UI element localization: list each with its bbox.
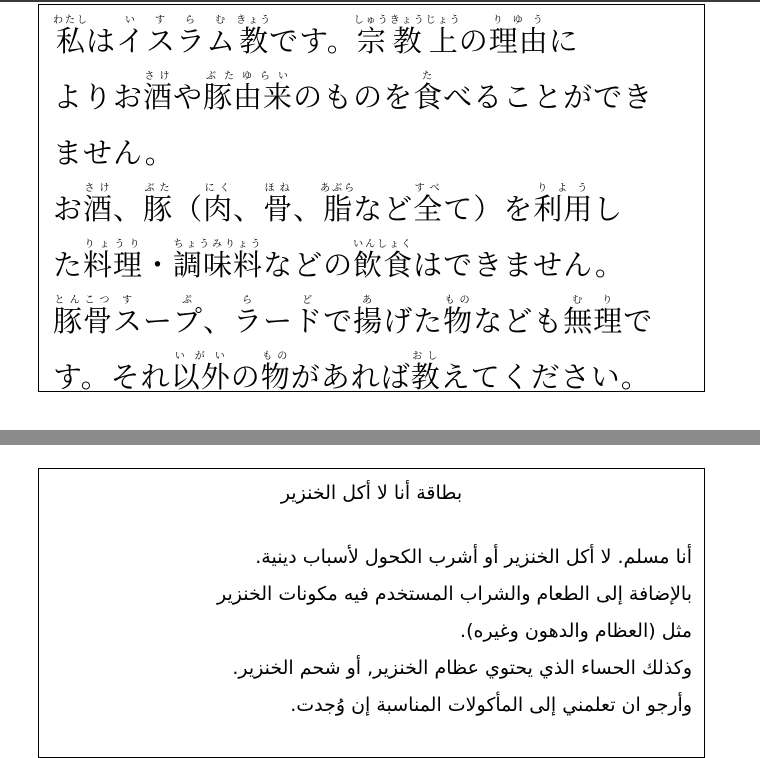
jp-furigana: す <box>113 295 144 306</box>
jp-base-text: 私 <box>53 24 89 58</box>
arabic-line: وكذلك الحساء الذي يحتوي عظام الخنزير, أو شحم الخنزير. <box>232 657 692 679</box>
jp-word-with-furigana <box>410 351 441 394</box>
jp-base-text: プ <box>173 304 204 338</box>
jp-word-with-furigana <box>83 239 144 282</box>
jp-text: 、 <box>203 304 234 338</box>
jp-base-text: 全 <box>413 192 444 226</box>
jp-word-with-furigana <box>83 183 114 226</box>
jp-furigana: あぶら <box>320 183 357 194</box>
top-border-rule <box>0 0 760 2</box>
jp-base-text: 肉 <box>203 192 234 226</box>
jp-base-text: イ <box>116 24 147 58</box>
jp-text: は <box>86 24 117 58</box>
jp-line <box>53 293 692 349</box>
jp-base-text: 脂 <box>320 192 357 226</box>
jp-word-with-furigana <box>143 71 174 114</box>
jp-word-with-furigana <box>353 295 384 338</box>
jp-base-text: 豚骨 <box>53 304 114 338</box>
jp-text: よりお <box>53 80 144 114</box>
jp-word-with-furigana <box>173 295 204 338</box>
jp-text: げた <box>383 304 444 338</box>
jp-text: 、 <box>113 192 144 226</box>
jp-text: ー <box>143 304 174 338</box>
jp-furigana: いがい <box>170 351 231 362</box>
jp-base-text: 教 <box>236 24 273 58</box>
arabic-line: أنا مسلم. لا أكل الخنزير أو أشرب الكحول لأسباب دينية. <box>255 546 692 568</box>
jp-word-with-furigana <box>263 183 294 226</box>
jp-text: で <box>323 304 354 338</box>
jp-base-text: ス <box>146 24 177 58</box>
jp-furigana: りゆう <box>488 15 549 26</box>
jp-base-text: 揚 <box>353 304 384 338</box>
jp-word-with-furigana <box>293 295 324 338</box>
jp-word-with-furigana <box>443 295 474 338</box>
jp-word-with-furigana <box>53 295 114 338</box>
jp-base-text: 豚 <box>143 192 174 226</box>
jp-text: て）を <box>443 192 534 226</box>
jp-base-text: 料理 <box>83 248 144 282</box>
jp-word-with-furigana <box>116 15 147 58</box>
arabic-line: وأرجو ان تعلمني إلى المأكولات المناسبة إن وُجدت. <box>290 694 692 716</box>
jp-text: に <box>548 24 579 58</box>
jp-furigana: い <box>116 15 147 26</box>
jp-word-with-furigana <box>488 15 549 58</box>
jp-text: などの <box>263 248 354 282</box>
jp-base-text: ス <box>113 304 144 338</box>
jp-furigana: む <box>206 15 237 26</box>
jp-word-with-furigana <box>353 239 414 282</box>
jp-text: なども <box>473 304 564 338</box>
jp-furigana: もの <box>260 351 291 362</box>
jp-word-with-furigana <box>413 183 444 226</box>
jp-line <box>53 181 692 237</box>
jp-furigana: ちょうみりょう <box>173 239 264 250</box>
jp-text: や <box>173 80 204 114</box>
jp-furigana: じょう <box>425 15 462 26</box>
jp-base-text: 理由 <box>488 24 549 58</box>
jp-text: があれば <box>290 360 411 394</box>
jp-furigana: ど <box>293 295 324 306</box>
jp-word-with-furigana <box>320 183 357 226</box>
jp-base-text: 食 <box>413 80 444 114</box>
arabic-halal-card <box>38 468 705 758</box>
jp-base-text: ラ <box>233 304 264 338</box>
jp-text: 、 <box>233 192 264 226</box>
jp-text: など <box>353 192 414 226</box>
jp-word-with-furigana <box>173 239 264 282</box>
jp-line <box>53 349 692 405</box>
jp-base-text: 物 <box>260 360 291 394</box>
jp-furigana: さけ <box>143 71 174 82</box>
jp-text: た <box>53 248 84 282</box>
jp-base-text: 骨 <box>263 192 294 226</box>
jp-furigana: ぶたゆらい <box>203 71 294 82</box>
jp-text: （ <box>173 192 204 226</box>
jp-base-text: 教 <box>410 360 441 394</box>
jp-furigana: いんしょく <box>353 239 414 250</box>
jp-text: です。 <box>269 24 357 58</box>
jp-word-with-furigana <box>53 15 89 58</box>
jp-text: はできません。 <box>413 248 625 282</box>
jp-base-text: 調味料 <box>173 248 264 282</box>
jp-line <box>53 69 692 125</box>
jp-furigana: しゅう <box>353 15 390 26</box>
jp-word-with-furigana <box>260 351 291 394</box>
jp-word-with-furigana <box>143 183 174 226</box>
jp-text: お <box>53 192 84 226</box>
jp-text: ー <box>263 304 294 338</box>
jp-base-text: 豚由来 <box>203 80 294 114</box>
jp-furigana: ぷ <box>173 295 204 306</box>
jp-word-with-furigana <box>563 295 624 338</box>
jp-base-text: 無理 <box>563 304 624 338</box>
jp-base-text: ド <box>293 304 324 338</box>
jp-base-text: 飲食 <box>353 248 414 282</box>
jp-text: のものを <box>293 80 414 114</box>
jp-word-with-furigana <box>206 15 237 58</box>
jp-furigana: た <box>413 71 444 82</box>
arabic-card-body <box>51 539 692 724</box>
jp-text: えてください。 <box>440 360 651 394</box>
jp-base-text: ラ <box>176 24 207 58</box>
jp-text: し <box>593 192 624 226</box>
jp-line <box>53 237 692 293</box>
japanese-halal-card <box>38 4 705 392</box>
jp-furigana: さけ <box>83 183 114 194</box>
jp-word-with-furigana <box>413 71 444 114</box>
jp-word-with-furigana <box>389 15 426 58</box>
jp-base-text: 酒 <box>143 80 174 114</box>
jp-furigana: ぶた <box>143 183 174 194</box>
jp-word-with-furigana <box>113 295 144 338</box>
jp-furigana: きょう <box>236 15 273 26</box>
jp-word-with-furigana <box>233 295 264 338</box>
jp-base-text: 上 <box>425 24 462 58</box>
jp-line <box>53 13 692 69</box>
jp-text: す。それ <box>53 360 171 394</box>
arabic-line: بالإضافة إلى الطعام والشراب المستخدم فيه مكونات الخنزير <box>216 583 692 605</box>
jp-furigana: ら <box>233 295 264 306</box>
jp-word-with-furigana <box>203 183 234 226</box>
jp-word-with-furigana <box>533 183 594 226</box>
jp-furigana: すべ <box>413 183 444 194</box>
jp-furigana: きょう <box>389 15 426 26</box>
jp-word-with-furigana <box>176 15 207 58</box>
jp-furigana: にく <box>203 183 234 194</box>
jp-furigana: あ <box>353 295 384 306</box>
jp-line <box>53 125 692 181</box>
jp-base-text: 教 <box>389 24 426 58</box>
jp-word-with-furigana <box>236 15 273 58</box>
jp-furigana: もの <box>443 295 474 306</box>
jp-base-text: 宗 <box>353 24 390 58</box>
jp-furigana: りょうり <box>83 239 144 250</box>
jp-furigana: わたし <box>53 15 89 26</box>
jp-word-with-furigana <box>425 15 462 58</box>
jp-furigana: ほね <box>263 183 294 194</box>
jp-text: 、 <box>293 192 324 226</box>
jp-text: の <box>458 24 489 58</box>
jp-furigana: おし <box>410 351 441 362</box>
jp-word-with-furigana <box>353 15 390 58</box>
jp-text: の <box>230 360 261 394</box>
jp-text: ません。 <box>53 136 175 170</box>
jp-base-text: 酒 <box>83 192 114 226</box>
arabic-line: مثل (العظام والدهون وغيره). <box>460 620 692 642</box>
jp-base-text: 以外 <box>170 360 231 394</box>
jp-text: で <box>623 304 654 338</box>
jp-base-text: ム <box>206 24 237 58</box>
jp-text: ・ <box>143 248 174 282</box>
jp-base-text: 利用 <box>533 192 594 226</box>
arabic-card-title: بطاقة أنا لا أكل الخنزير <box>280 482 463 504</box>
jp-furigana: とんこつ <box>53 295 113 306</box>
jp-furigana: むり <box>563 295 624 306</box>
jp-text: べることができ <box>443 80 654 114</box>
jp-furigana: す <box>146 15 177 26</box>
jp-furigana: ら <box>176 15 207 26</box>
jp-word-with-furigana <box>203 71 294 114</box>
jp-base-text: 物 <box>443 304 474 338</box>
jp-furigana: りよう <box>533 183 594 194</box>
jp-word-with-furigana <box>146 15 177 58</box>
jp-word-with-furigana <box>170 351 231 394</box>
section-separator <box>0 430 760 445</box>
